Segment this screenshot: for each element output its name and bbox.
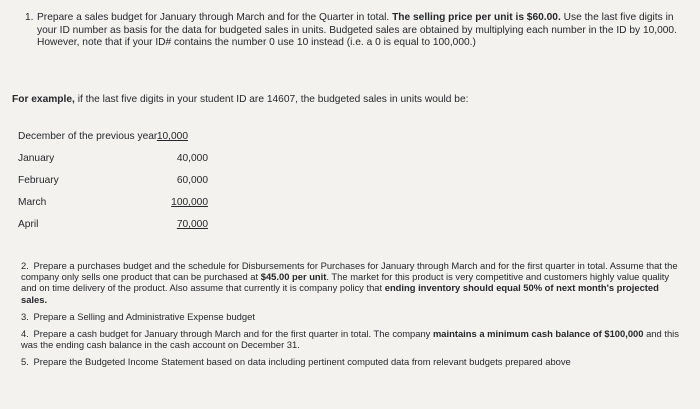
purchase-price-note: $45.00 per unit — [260, 271, 327, 283]
sales-units-value: 40,000 — [176, 153, 208, 164]
sales-month-label: March — [18, 197, 47, 208]
question-1-text-b: Use the last five digits in your ID number as basis for the data for budgeted sales in units. Budgeted sales are obtained by multiplying each number in the ID by 10,000. However, note that if your ID# contains the number 0 use 10 instead (i.e. a 0 is equal to 100,000.) — [37, 12, 677, 49]
sales-units-value: 100,000 — [171, 197, 208, 208]
question-3-text: Prepare a Selling and Administrative Expense budget — [33, 310, 255, 322]
sales-row-april — [18, 219, 208, 241]
question-5-text: Prepare the Budgeted Income Statement based on data including pertinent computed data from relevant budgets prepared above — [33, 356, 571, 368]
inventory-policy-note: ending inventory should equal 50% of next month's projected sales. — [21, 282, 659, 305]
question-5 — [21, 356, 681, 367]
example-paragraph — [12, 93, 672, 106]
question-3-number: 3. — [21, 310, 29, 322]
question-5-number: 5. — [21, 356, 29, 368]
question-1-text-a: Prepare a sales budget for January through March and for the Quarter in total. — [37, 12, 393, 23]
question-1-number: 1. — [25, 12, 34, 23]
question-4-number: 4. — [21, 328, 29, 340]
sales-units-value: 60,000 — [176, 175, 208, 186]
question-1 — [25, 12, 693, 50]
question-4-text-a: Prepare a cash budget for January through March and for the first quarter in total. The company — [33, 328, 433, 340]
sales-row-march — [18, 197, 208, 219]
example-lead: For example, — [12, 94, 75, 105]
question-2-number: 2. — [21, 260, 29, 271]
question-2-text-a: Prepare a purchases budget and the schedule for Disbursements for Purchases for January through March and for the first quarter in total. Assume that the company only sells one product that can be purchased at — [21, 260, 678, 283]
sales-row-january — [18, 153, 208, 175]
budgeted-sales-table — [18, 131, 208, 241]
question-4-text-b: and this was the ending cash balance in the cash account on December 31. — [21, 328, 679, 351]
sales-month-label: February — [18, 175, 59, 186]
sales-units-value: 10,000 — [156, 131, 188, 142]
question-4 — [21, 328, 681, 350]
sales-units-value: 70,000 — [176, 219, 208, 230]
sales-row-december — [18, 131, 208, 153]
question-1-body — [31, 12, 693, 50]
question-3 — [21, 311, 681, 322]
question-2 — [21, 260, 681, 305]
question-list — [21, 260, 681, 374]
sales-month-label: January — [18, 153, 55, 164]
sales-row-february — [18, 175, 208, 197]
example-text: if the last five digits in your student ID are 14607, the budgeted sales in units would be: — [74, 94, 469, 105]
sales-month-label: December of the previous year — [18, 131, 158, 142]
question-2-text-b: . The market for this product is very competitive and customers highly value quality and on time delivery of the product. Also assume that currently it is company policy that — [21, 271, 670, 294]
sales-month-label: April — [18, 219, 39, 230]
minimum-cash-note: maintains a minimum cash balance of $100,000 — [432, 328, 644, 340]
selling-price-note: The selling price per unit is $60.00. — [392, 12, 561, 23]
